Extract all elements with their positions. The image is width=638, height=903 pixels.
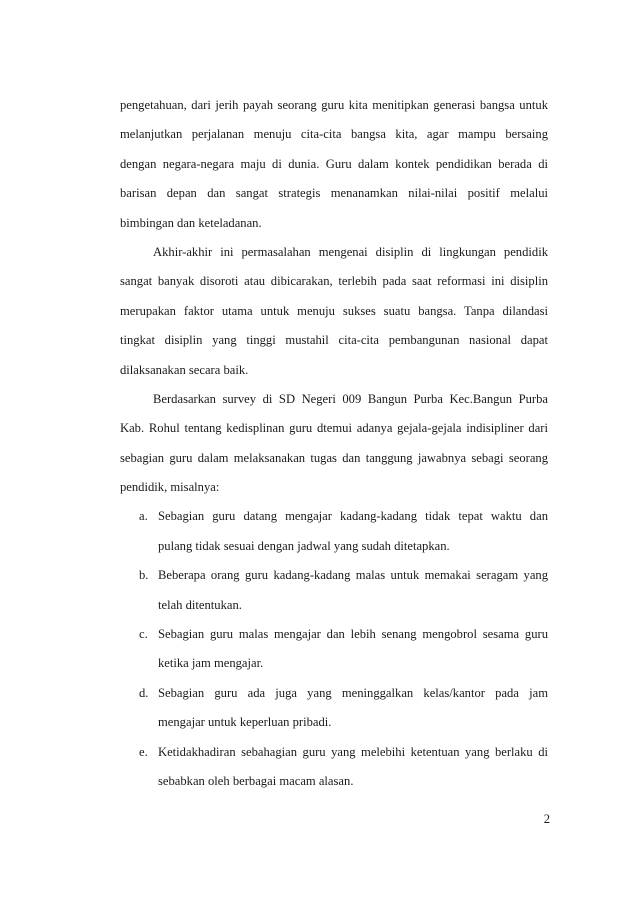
paragraph-line: Berdasarkan survey di SD Negeri 009 Bangun Purba Kec.Bangun Purba [153, 391, 548, 406]
indiscipline-list [120, 502, 548, 796]
paragraph-line: sebagian guru dalam melaksanakan tugas dan tanggung jawabnya sebagi seorang [120, 450, 548, 465]
paragraph-line: dengan negara-negara maju di dunia. Guru dalam kontek pendidikan berada di [120, 156, 548, 171]
paragraph-line: bimbingan dan keteladanan. [120, 215, 262, 230]
paragraph-line: Akhir-akhir ini permasalahan mengenai disiplin di lingkungan pendidik [153, 244, 548, 259]
paragraph-line: melanjutkan perjalanan menuju cita-cita bangsa kita, agar mampu bersaing [120, 127, 548, 142]
paragraph-line: tingkat disiplin yang tinggi mustahil cita-cita pembangunan nasional dapat [120, 333, 548, 348]
list-line: mengajar untuk keperluan pribadi. [158, 715, 332, 730]
list-marker: d. [139, 685, 149, 700]
paragraph-line: pengetahuan, dari jerih payah seorang guru kita menitipkan generasi bangsa untuk [120, 98, 548, 112]
paragraph-line: dilaksanakan secara baik. [120, 362, 249, 377]
paragraph-1 [120, 91, 548, 238]
list-item-d [120, 679, 548, 738]
list-item-b [120, 561, 548, 620]
list-line: Beberapa orang guru kadang-kadang malas untuk memakai seragam yang [158, 568, 548, 583]
page-number: 2 [543, 812, 550, 826]
list-marker: a. [139, 509, 148, 524]
paragraph-2 [120, 238, 548, 385]
list-line: Sebagian guru malas mengajar dan lebih senang mengobrol sesama guru [158, 627, 548, 642]
list-line: pulang tidak sesuai dengan jadwal yang sudah ditetapkan. [158, 538, 450, 553]
list-item-e [120, 738, 548, 797]
list-line: Sebagian guru ada juga yang meninggalkan kelas/kantor pada jam [158, 685, 548, 700]
list-line: Sebagian guru datang mengajar kadang-kadang tidak tepat waktu dan [158, 509, 548, 524]
paragraph-line: Kab. Rohul tentang kedisplinan guru dtemui adanya gejala-gejala indisipliner dari [120, 421, 548, 436]
paragraph-line: barisan depan dan sangat strategis menanamkan nilai-nilai positif melalui [120, 186, 548, 201]
paragraph-3 [120, 385, 548, 503]
list-line: Ketidakhadiran sebahagian guru yang melebihi ketentuan yang berlaku di [158, 744, 548, 759]
list-marker: c. [139, 627, 148, 642]
list-marker: b. [139, 568, 149, 583]
body-text [120, 91, 548, 796]
list-line: telah ditentukan. [158, 597, 242, 612]
paragraph-line: pendidik, misalnya: [120, 480, 220, 495]
paragraph-line: merupakan faktor utama untuk menuju sukses suatu bangsa. Tanpa dilandasi [120, 303, 548, 318]
list-line: sebabkan oleh berbagai macam alasan. [158, 773, 354, 788]
list-item-c [120, 620, 548, 679]
list-line: ketika jam mengajar. [158, 656, 264, 671]
list-marker: e. [139, 744, 148, 759]
paragraph-line: sangat banyak disoroti atau dibicarakan, terlebih pada saat reformasi ini disiplin [120, 274, 548, 289]
list-item-a [120, 502, 548, 561]
